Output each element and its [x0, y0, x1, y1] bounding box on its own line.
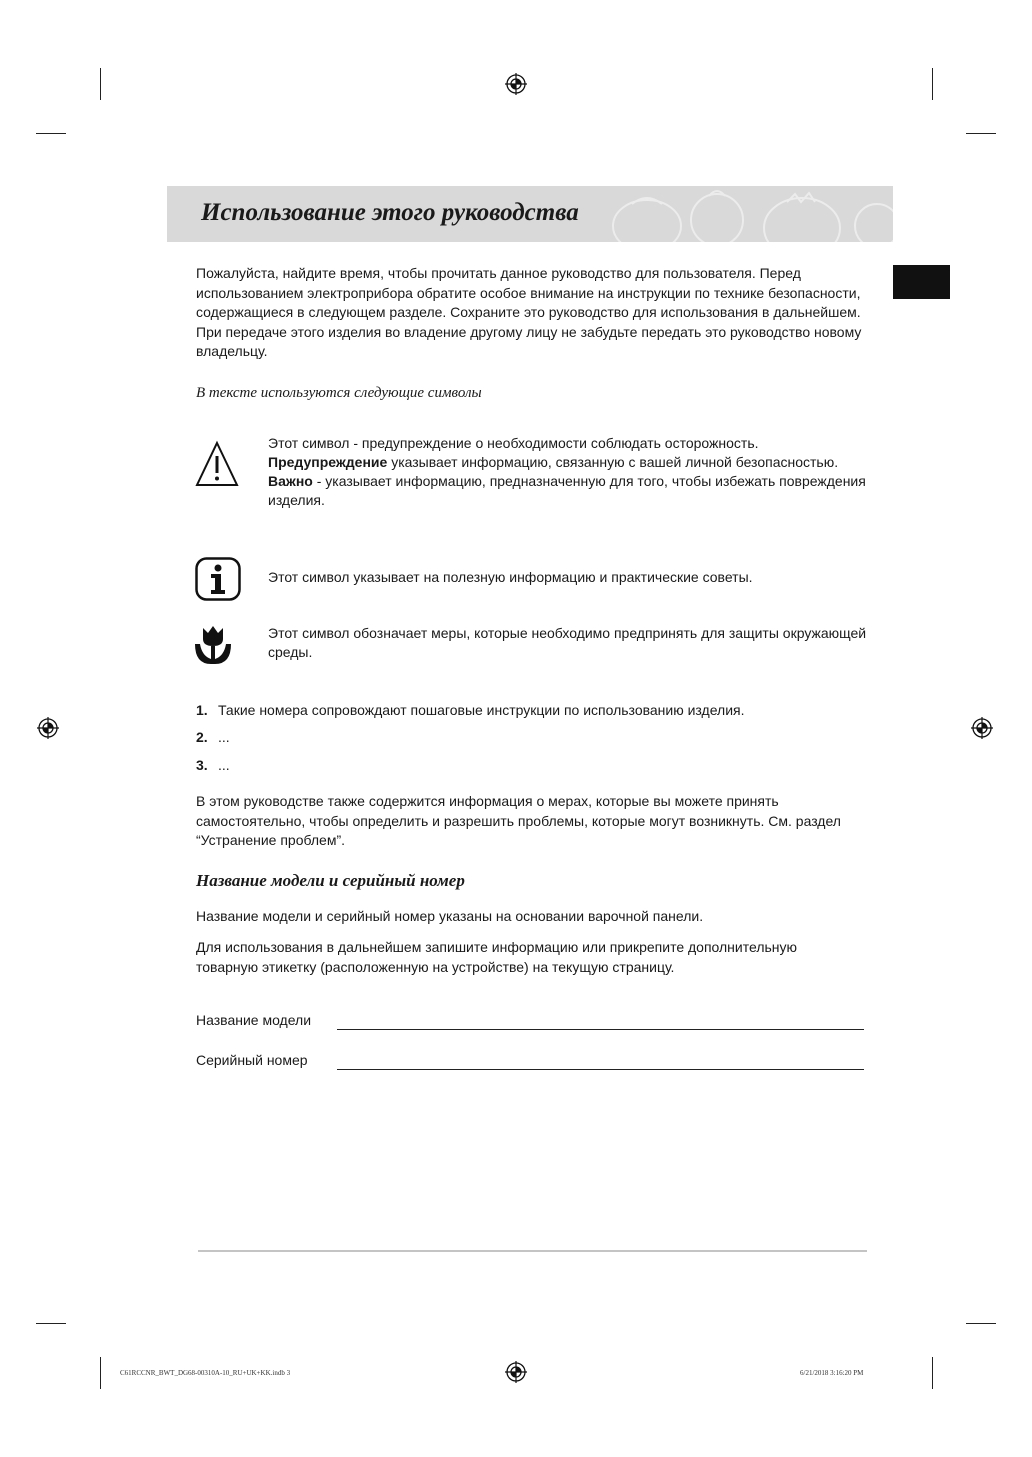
warning-desc: указывает информацию, связанную с вашей личной безопасностью.	[387, 454, 839, 470]
warning-label: Предупреждение	[268, 454, 388, 470]
warning-line-1: Этот символ - предупреждение о необходимости соблюдать осторожность.	[268, 435, 759, 451]
step-text: ...	[218, 757, 230, 773]
warning-text	[268, 434, 868, 510]
registration-mark-icon	[37, 717, 59, 739]
header-banner	[167, 186, 893, 242]
intro-paragraph: Пожалуйста, найдите время, чтобы прочитать данное руководство для пользователя. Перед использованием электроприбора обратите особое внимание на инструкции по технике безопасности, содержащиеся в следующем разделе. Сохраните это руководство для использования в дальнейшем. При передаче этого изделия во владение другому лицу не забудьте передать это руководство новому владельцу.	[196, 265, 862, 359]
eco-tulip-icon	[194, 624, 232, 666]
crop-mark-top-right	[932, 68, 933, 100]
troubleshooting-paragraph: В этом руководстве также содержится информация о мерах, которые вы можете принять самостоятельно, чтобы определить и разрешить проблемы, которые могут возникнуть. См. раздел “Устранение проблем”.	[196, 793, 841, 848]
warning-line-2	[268, 453, 868, 472]
step-item-2	[196, 728, 230, 747]
important-desc: - указывает информацию, предназначенную для того, чтобы избежать повреждения изделия.	[268, 473, 866, 508]
step-text: ...	[218, 729, 230, 745]
footer-rule	[198, 1250, 867, 1252]
crop-mark-top-right-h	[966, 133, 996, 134]
crop-mark-top-left-h	[36, 133, 66, 134]
step-number: 2.	[196, 729, 208, 745]
step-item-3	[196, 756, 230, 775]
step-number: 1.	[196, 702, 208, 718]
symbols-heading: В тексте используются следующие символы	[196, 385, 482, 401]
step-item-1	[196, 701, 745, 720]
step-text: Такие номера сопровождают пошаговые инструкции по использованию изделия.	[218, 702, 745, 718]
important-line	[268, 472, 868, 510]
serial-number-label: Серийный номер	[196, 1052, 308, 1068]
model-name-label: Название модели	[196, 1012, 312, 1028]
model-name-line	[337, 1029, 864, 1030]
crop-mark-top-left	[100, 68, 101, 100]
language-tab	[893, 265, 950, 299]
info-icon	[195, 557, 241, 601]
info-text: Этот символ указывает на полезную информацию и практические советы.	[268, 569, 753, 585]
registration-mark-icon	[505, 1361, 527, 1383]
model-location-text: Название модели и серийный номер указаны на основании варочной панели.	[196, 908, 704, 924]
step-number: 3.	[196, 757, 208, 773]
crop-mark-bottom-left	[100, 1357, 101, 1389]
crop-mark-bottom-left-h	[36, 1323, 66, 1324]
eco-text: Этот символ обозначает меры, которые необходимо предпринять для защиты окружающей среды.	[268, 625, 867, 660]
print-slug-datetime: 6/21/2018 3:16:20 PM	[800, 1369, 864, 1377]
warning-triangle-icon	[195, 440, 239, 488]
model-section-heading: Название модели и серийный номер	[196, 871, 465, 890]
registration-mark-icon	[505, 73, 527, 95]
crop-mark-bottom-right	[932, 1357, 933, 1389]
model-record-text: Для использования в дальнейшем запишите информацию или прикрепите дополнительную товарную этикетку (расположенную на устройстве) на текущую страницу.	[196, 939, 798, 975]
important-label: Важно	[268, 473, 313, 489]
print-slug-file: C61RCCNR_BWT_DG68-00310A-10_RU+UK+KK.indb 3	[120, 1369, 291, 1377]
vegetables-decoration-icon	[587, 186, 893, 242]
crop-mark-bottom-right-h	[966, 1323, 996, 1324]
registration-mark-icon	[971, 717, 993, 739]
page-title: Использование этого руководства	[201, 199, 579, 226]
serial-number-line	[337, 1069, 864, 1070]
